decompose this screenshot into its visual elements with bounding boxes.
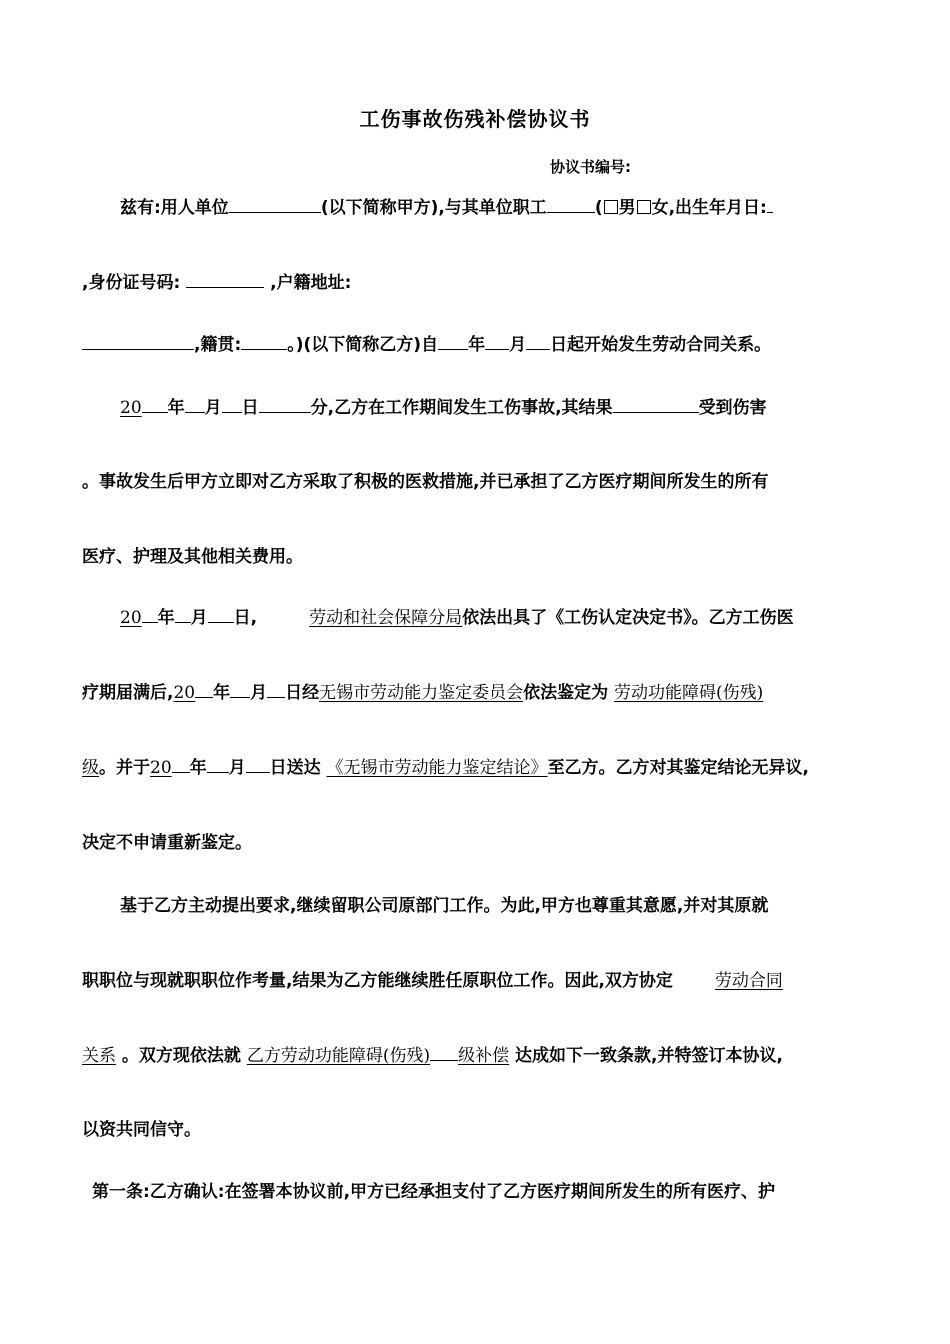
paragraph-3-line-1: 20 年 月 日, 劳动和社会保障分局依法出具了《工伤认定决定书》。乙方工伤医 xyxy=(120,608,794,628)
article-1: 第一条:乙方确认:在签署本协议前,甲方已经承担支付了乙方医疗期间所发生的所有医疗、护 xyxy=(92,1182,776,1202)
conclusion-document: 《无锡市劳动能力鉴定结论》 xyxy=(326,758,548,778)
male-checkbox[interactable] xyxy=(604,200,618,214)
paragraph-3-line-4: 决定不申请重新鉴定。 xyxy=(82,833,252,853)
bureau-name: 劳动和社会保障分局 xyxy=(309,608,463,628)
committee-name: 无锡市劳动能力鉴定委员会 xyxy=(319,683,524,703)
female-checkbox[interactable] xyxy=(637,200,651,214)
paragraph-2-line-1: 20 年 月 日 分,乙方在工作期间发生工伤事故,其结果 受到伤害 xyxy=(120,398,767,418)
paragraph-2-line-3: 医疗、护理及其他相关费用。 xyxy=(82,547,303,567)
disability-type: 劳动功能障碍(伤残) xyxy=(614,683,764,703)
compensation-subject: 乙方劳动功能障碍(伤残) xyxy=(246,1046,431,1066)
paragraph-4-line-1: 基于乙方主动提出要求,继续留职公司原部门工作。为此,甲方也尊重其意愿,并对其原就 xyxy=(120,896,769,916)
paragraph-1-line-1: 兹有:用人单位 (以下简称甲方),与其单位职工 ( 男 女,出生年月日: xyxy=(120,193,868,218)
page-title: 工伤事故伤残补偿协议书 xyxy=(359,107,591,131)
paragraph-4-line-4: 以资共同信守。 xyxy=(82,1120,201,1140)
agreement-number-label: 协议书编号: xyxy=(550,158,631,176)
paragraph-3-line-3: 级。并于20 年 月 日送达 《无锡市劳动能力鉴定结论》至乙方。乙方对其鉴定结论无异议, xyxy=(82,758,810,778)
contract-term: 劳动合同 xyxy=(714,971,783,991)
paragraph-1-line-2: ,身份证号码: ,户籍地址: xyxy=(82,273,352,293)
paragraph-3-line-2: 疗期届满后,20 年 月 日经无锡市劳动能力鉴定委员会依法鉴定为 劳动功能障碍(伤残) xyxy=(82,683,764,703)
paragraph-2-line-2: 。事故发生后甲方立即对乙方采取了积极的医救措施,并已承担了乙方医疗期间所发生的所有 xyxy=(82,472,769,492)
paragraph-1-line-3: ,籍贯: 。)(以下简称乙方)自 年 月 日起开始发生劳动合同关系。 xyxy=(82,330,868,355)
paragraph-4-line-3: 关系 。双方现依法就 乙方劳动功能障碍(伤残) 级补偿 达成如下一致条款,并特签订本协议, xyxy=(82,1046,783,1066)
paragraph-4-line-2: 职职位与现就职职位作考量,结果为乙方能继续胜任原职位工作。因此,双方协定 劳动合同 xyxy=(82,971,783,991)
